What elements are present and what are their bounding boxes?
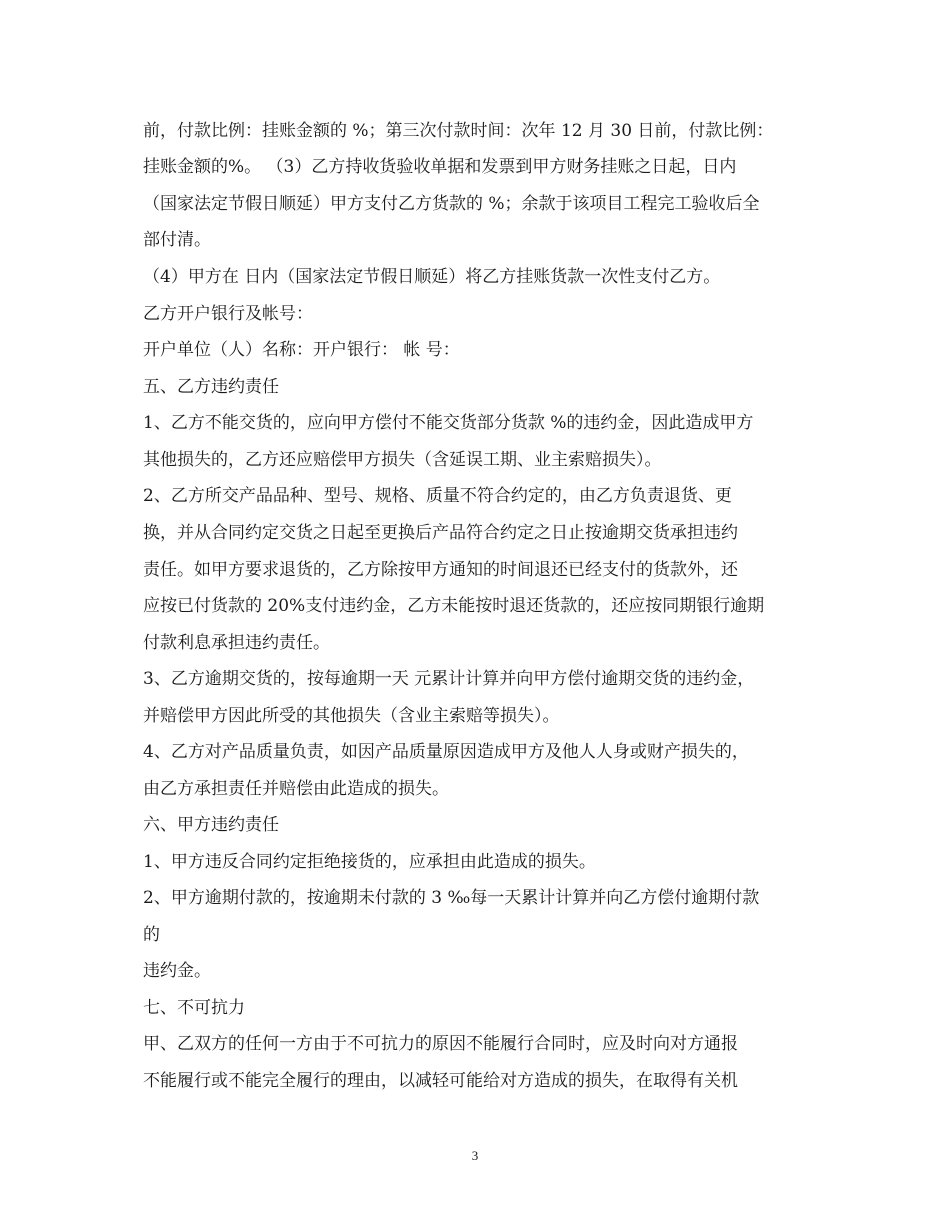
text-line: 2、乙方所交产品品种、型号、规格、质量不符合约定的，由乙方负责退货、更	[143, 486, 732, 506]
section-heading: 六、甲方违约责任	[143, 815, 279, 835]
text-line: 付款利息承担违约责任。	[143, 633, 330, 653]
text-line: 甲、乙双方的任何一方由于不可抗力的原因不能履行合同时，应及时向对方通报	[143, 1034, 738, 1054]
text-line: 1、乙方不能交货的，应向甲方偿付不能交货部分货款 %的违约金，因此造成甲方	[143, 413, 754, 433]
text-line: 挂账金额的%。 （3）乙方持收货验收单据和发票到甲方财务挂账之日起，日内	[143, 157, 737, 177]
text-line: 前，付款比例：挂账金额的 %；第三次付款时间：次年 12 月 30 日前，付款比例：	[143, 121, 774, 141]
text-line: （国家法定节假日顺延）甲方支付乙方货款的 %；余款于该项目工程完工验收后全	[143, 194, 760, 214]
text-line: （4）甲方在 日内（国家法定节假日顺延）将乙方挂账货款一次性支付乙方。	[143, 267, 721, 287]
text-line: 不能履行或不能完全履行的理由，以减轻可能给对方造成的损失，在取得有关机	[143, 1071, 738, 1091]
text-line: 2、甲方逾期付款的，按逾期未付款的 3 ‰每一天累计计算并向乙方偿付逾期付款	[143, 888, 760, 908]
page-number: 3	[471, 1148, 479, 1163]
section-heading: 五、乙方违约责任	[143, 377, 279, 397]
text-line: 违约金。	[143, 961, 211, 981]
text-line: 并赔偿甲方因此所受的其他损失（含业主索赔等损失）。	[143, 706, 560, 726]
text-line: 其他损失的，乙方还应赔偿甲方损失（含延误工期、业主索赔损失）。	[143, 450, 662, 470]
text-line: 换，并从合同约定交货之日起至更换后产品符合约定之日止按逾期交货承担违约	[143, 523, 738, 543]
section-heading: 七、不可抗力	[143, 998, 245, 1018]
text-line: 乙方开户银行及帐号：	[143, 304, 313, 324]
text-line: 责任。如甲方要求退货的，乙方除按甲方通知的时间退还已经支付的货款外，还	[143, 560, 738, 580]
text-line: 的	[143, 925, 160, 945]
text-line: 3、乙方逾期交货的，按每逾期一天 元累计计算并向甲方偿付逾期交货的违约金，	[143, 669, 755, 689]
text-line: 开户单位（人）名称：开户银行： 帐 号：	[143, 340, 460, 360]
text-line: 部付清。	[143, 230, 211, 250]
text-line: 1、甲方违反合同约定拒绝接货的，应承担由此造成的损失。	[143, 852, 596, 872]
text-line: 由乙方承担责任并赔偿由此造成的损失。	[143, 779, 449, 799]
text-line: 4、乙方对产品质量负责，如因产品质量原因造成甲方及他人人身或财产损失的，	[143, 742, 749, 762]
text-line: 应按已付货款的 20%支付违约金，乙方未能按时退还货款的，还应按同期银行逾期	[143, 596, 765, 616]
